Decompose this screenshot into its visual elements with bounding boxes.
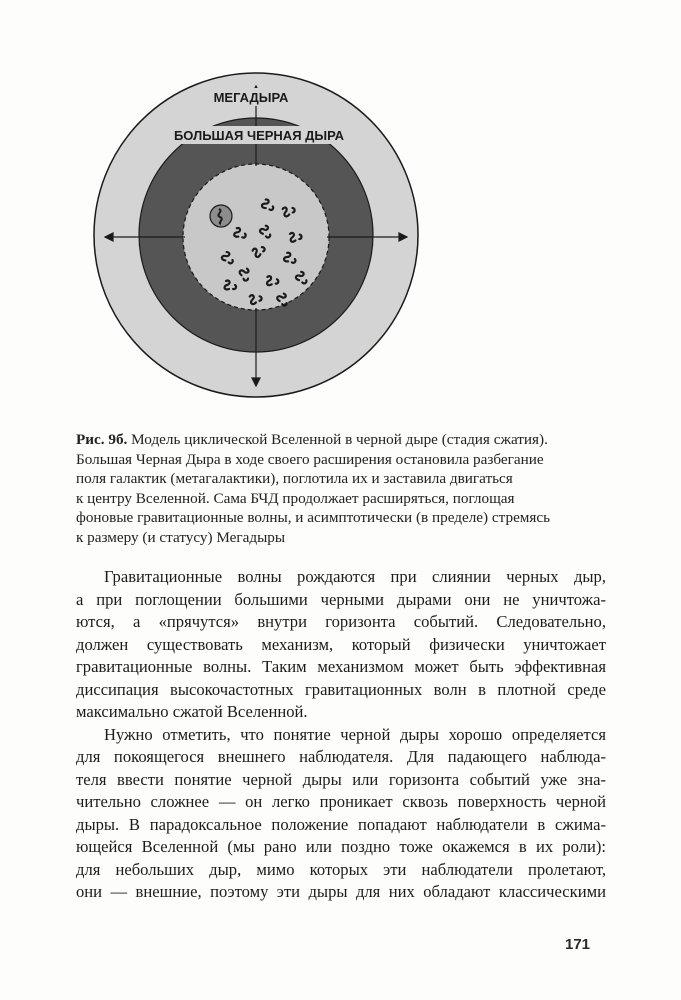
cyclic-universe-figure xyxy=(91,70,421,400)
caption-line: фоновые гравитационные волны, и асимптотически (в пределе) стремясь xyxy=(76,509,551,526)
megahole-label: МЕГАДЫРА xyxy=(213,90,289,105)
text-line: дыры. В парадоксальное положение попадают наблюдатели в сжима- xyxy=(76,814,606,834)
figure-svg xyxy=(91,70,421,400)
text-line: максимально сжатой Вселенной. xyxy=(76,702,308,721)
metagalaxy-inner-disk xyxy=(183,164,329,310)
text-line: теля ввести понятие черной дыры или горизонта событий уже зна- xyxy=(76,769,606,789)
caption-line xyxy=(76,430,621,450)
caption-text: Модель циклической Вселенной в черной дыре (стадия сжатия). xyxy=(131,431,548,448)
body-text xyxy=(76,566,606,904)
text-line: чительно сложнее — он легко проникает сквозь поверхность черной xyxy=(76,792,606,811)
big-black-hole-label: БОЛЬШАЯ ЧЕРНАЯ ДЫРА xyxy=(173,128,345,143)
caption-line: поля галактик (метагалактики), поглотила их и заставила двигаться xyxy=(76,470,513,487)
text-line: гравитационные волны. Таким механизмом может быть эффективная xyxy=(76,657,606,676)
page-number: 171 xyxy=(565,936,591,953)
caption-title: Рис. 9б. xyxy=(76,431,128,448)
text-line: ются, а «прячутся» внутри горизонта событий. Следовательно, xyxy=(76,612,606,631)
paragraph-2 xyxy=(76,724,606,904)
text-line: Нужно отметить, что понятие черной дыры хорошо определяется xyxy=(104,724,606,744)
text-line: ющейся Вселенной (мы рано или поздно тоже окажемся в их роли): xyxy=(76,837,606,856)
caption-line: к центру Вселенной. Сама БЧД продолжает расширяться, поглощая xyxy=(76,489,515,507)
text-line: для небольших дыр, мимо которых эти наблюдатели пролетают, xyxy=(76,859,606,879)
figure-caption xyxy=(76,430,621,547)
text-line: диссипация высокочастотных гравитационных волн в плотной среде xyxy=(76,679,606,699)
caption-line: к размеру (и статусу) Мегадыры xyxy=(76,528,286,546)
text-line: должен существовать механизм, который физически уничтожает xyxy=(76,634,606,654)
text-line: Гравитационные волны рождаются при слиянии черных дыр, xyxy=(104,567,606,586)
text-line: а при поглощении большими черными дырами они не уничтожа- xyxy=(76,589,606,609)
text-line: для покоящегося внешнего наблюдателя. Для падающего наблюда- xyxy=(76,747,606,766)
caption-line: Большая Черная Дыра в ходе своего расширения остановила разбегание xyxy=(76,450,544,468)
small-black-hole xyxy=(210,205,232,227)
paragraph-1 xyxy=(76,566,606,724)
text-line: они — внешние, поэтому эти дыры для них обладают классическими xyxy=(76,882,606,901)
